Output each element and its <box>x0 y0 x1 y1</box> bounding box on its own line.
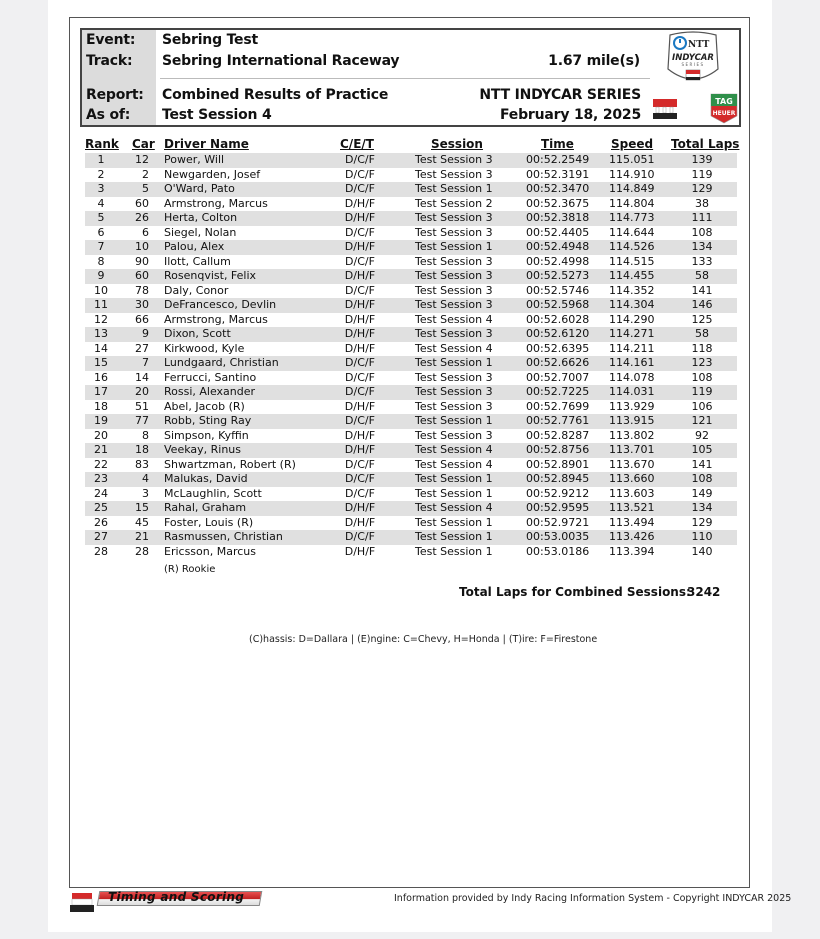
speed-cell: 114.078 <box>609 370 655 384</box>
car-cell: 8 <box>142 428 149 442</box>
total-laps-cell: 121 <box>691 414 713 427</box>
speed-cell: 114.644 <box>609 225 655 239</box>
car-cell: 51 <box>135 399 149 413</box>
driver-name-cell: Power, Will <box>164 153 225 166</box>
table-row <box>85 226 737 241</box>
session-cell: Test Session 3 <box>415 385 493 398</box>
rookie-note: (R) Rookie <box>164 564 216 575</box>
driver-name-cell: Robb, Sting Ray <box>164 414 252 427</box>
table-row <box>85 356 737 371</box>
rank-cell: 15 <box>94 356 108 369</box>
total-laps-cell: 105 <box>691 443 713 456</box>
total-laps-cell: 139 <box>691 153 713 166</box>
report-label: Report: <box>86 87 144 103</box>
session-cell: Test Session 1 <box>415 182 493 195</box>
asof-value: Test Session 4 <box>162 107 272 123</box>
time-cell: 00:52.3191 <box>526 167 590 181</box>
total-laps-cell: 149 <box>691 486 713 500</box>
table-row <box>85 240 737 255</box>
car-cell: 3 <box>142 486 149 500</box>
cet-cell: D/C/F <box>345 153 375 166</box>
time-cell: 00:52.8287 <box>526 428 590 442</box>
driver-name-cell: McLaughlin, Scott <box>164 486 262 500</box>
total-laps-cell: 134 <box>691 240 713 253</box>
total-laps-cell: 106 <box>691 399 713 413</box>
total-laps-cell: 108 <box>691 370 713 384</box>
session-cell: Test Session 1 <box>415 356 493 369</box>
rank-cell: 24 <box>94 486 108 500</box>
speed-cell: 113.660 <box>609 472 655 485</box>
ntt-indycar-logo <box>664 31 722 89</box>
time-cell: 00:52.9721 <box>526 515 590 529</box>
rank-cell: 6 <box>97 225 105 239</box>
table-row <box>85 327 737 342</box>
table-row <box>85 197 737 212</box>
car-cell: 2 <box>142 167 149 181</box>
rank-cell: 25 <box>94 501 108 514</box>
driver-name-cell: Shwartzman, Robert (R) <box>164 457 296 471</box>
speed-cell: 113.802 <box>609 428 655 442</box>
table-row <box>85 414 737 429</box>
car-cell: 26 <box>135 211 149 224</box>
car-cell: 9 <box>142 327 149 340</box>
session-cell: Test Session 3 <box>415 269 493 282</box>
time-cell: 00:52.8945 <box>526 472 590 485</box>
speed-cell: 114.031 <box>609 385 655 398</box>
driver-name-cell: Armstrong, Marcus <box>164 196 268 210</box>
total-laps-cell: 123 <box>691 356 713 369</box>
driver-name-cell: Ilott, Callum <box>164 254 231 268</box>
col-header-total-laps: Total Laps <box>671 137 740 151</box>
cet-cell: D/C/F <box>345 167 375 181</box>
total-laps-cell: 129 <box>691 515 713 529</box>
session-cell: Test Session 1 <box>415 472 493 485</box>
table-row <box>85 211 737 226</box>
svg-text:TAG: TAG <box>715 97 733 106</box>
event-value: Sebring Test <box>162 32 258 48</box>
session-cell: Test Session 2 <box>415 196 493 210</box>
table-row <box>85 269 737 284</box>
total-laps-cell: 118 <box>691 341 713 355</box>
time-cell: 00:52.6395 <box>526 341 590 355</box>
rank-cell: 1 <box>97 153 105 166</box>
speed-cell: 114.804 <box>609 196 655 210</box>
time-cell: 00:52.7699 <box>526 399 590 413</box>
time-cell: 00:52.7007 <box>526 370 590 384</box>
session-cell: Test Session 3 <box>415 399 493 413</box>
series-name: NTT INDYCAR SERIES <box>479 87 641 103</box>
table-row <box>85 153 737 168</box>
driver-name-cell: Palou, Alex <box>164 240 225 253</box>
car-cell: 90 <box>135 254 149 268</box>
results-rows <box>85 153 737 559</box>
speed-cell: 114.526 <box>609 240 655 253</box>
driver-name-cell: DeFrancesco, Devlin <box>164 298 277 311</box>
session-cell: Test Session 1 <box>415 544 493 558</box>
speed-cell: 114.271 <box>609 327 655 340</box>
speed-cell: 113.701 <box>609 443 655 456</box>
speed-cell: 114.211 <box>609 341 655 355</box>
driver-name-cell: Simpson, Kyffin <box>164 428 249 442</box>
report-value: Combined Results of Practice <box>162 87 389 103</box>
track-label: Track: <box>86 53 133 69</box>
total-laps-cell: 38 <box>695 196 709 210</box>
total-laps-cell: 133 <box>691 254 713 268</box>
rank-cell: 13 <box>94 327 108 340</box>
speed-cell: 113.603 <box>609 486 655 500</box>
session-cell: Test Session 4 <box>415 312 493 326</box>
car-cell: 60 <box>135 196 149 210</box>
speed-cell: 113.521 <box>609 501 655 514</box>
rank-cell: 23 <box>94 472 108 485</box>
speed-cell: 113.670 <box>609 457 655 471</box>
table-row <box>85 516 737 531</box>
table-row <box>85 545 737 560</box>
table-row <box>85 168 737 183</box>
time-cell: 00:52.6626 <box>526 356 590 369</box>
header-divider <box>160 78 650 79</box>
table-row <box>85 472 737 487</box>
driver-name-cell: Newgarden, Josef <box>164 167 261 181</box>
car-cell: 28 <box>135 544 149 558</box>
car-cell: 27 <box>135 341 149 355</box>
cet-cell: D/H/F <box>344 501 376 514</box>
driver-name-cell: Siegel, Nolan <box>164 225 237 239</box>
driver-name-cell: Ericsson, Marcus <box>164 544 256 558</box>
session-cell: Test Session 4 <box>415 443 493 456</box>
table-row <box>85 371 737 386</box>
col-header-driver: Driver Name <box>164 137 249 151</box>
session-cell: Test Session 3 <box>415 327 493 340</box>
rank-cell: 11 <box>94 298 108 311</box>
rank-cell: 7 <box>97 240 105 253</box>
total-laps-cell: 125 <box>691 312 713 326</box>
speed-cell: 114.773 <box>609 211 655 224</box>
total-laps-cell: 129 <box>691 182 713 195</box>
speed-cell: 113.915 <box>609 414 655 427</box>
driver-name-cell: Dixon, Scott <box>164 327 231 340</box>
total-laps-cell: 146 <box>691 298 713 311</box>
cet-cell: D/C/F <box>345 283 375 297</box>
copyright-info: Information provided by Indy Racing Information System - Copyright INDYCAR 2025 <box>394 893 792 904</box>
rank-cell: 3 <box>97 182 105 195</box>
speed-cell: 115.051 <box>609 153 655 166</box>
car-cell: 5 <box>142 182 149 195</box>
table-row <box>85 313 737 328</box>
time-cell: 00:52.6120 <box>526 327 590 340</box>
col-header-session: Session <box>431 137 483 151</box>
speed-cell: 113.426 <box>609 530 655 543</box>
driver-name-cell: Rosenqvist, Felix <box>164 269 257 282</box>
session-cell: Test Session 3 <box>415 211 493 224</box>
speed-cell: 114.352 <box>609 283 655 297</box>
session-cell: Test Session 4 <box>415 501 493 514</box>
track-value: Sebring International Raceway <box>162 53 400 69</box>
rank-cell: 17 <box>94 385 108 398</box>
cet-cell: D/C/F <box>345 457 375 471</box>
driver-name-cell: O'Ward, Pato <box>164 182 235 195</box>
cet-cell: D/H/F <box>344 399 376 413</box>
indycar-wing-logo <box>652 98 678 120</box>
total-laps-cell: 119 <box>691 385 713 398</box>
session-cell: Test Session 1 <box>415 486 493 500</box>
table-row <box>85 501 737 516</box>
table-row <box>85 429 737 444</box>
time-cell: 00:53.0186 <box>526 544 590 558</box>
cet-cell: D/H/F <box>344 269 376 282</box>
col-header-speed: Speed <box>611 137 654 151</box>
time-cell: 00:52.9212 <box>526 486 590 500</box>
session-cell: Test Session 3 <box>415 254 493 268</box>
rank-cell: 18 <box>94 399 108 413</box>
cet-cell: D/H/F <box>344 211 376 224</box>
rank-cell: 9 <box>97 269 105 282</box>
driver-name-cell: Kirkwood, Kyle <box>164 341 245 355</box>
speed-cell: 113.394 <box>609 544 655 558</box>
driver-name-cell: Abel, Jacob (R) <box>164 399 245 413</box>
total-laps-cell: 111 <box>691 211 713 224</box>
driver-name-cell: Daly, Conor <box>164 283 229 297</box>
col-header-car: Car <box>132 137 155 151</box>
rank-cell: 16 <box>94 370 108 384</box>
total-laps-cell: 141 <box>691 283 713 297</box>
total-laps-label: Total Laps for Combined Sessions: <box>459 585 691 599</box>
cet-cell: D/C/F <box>345 530 375 543</box>
session-cell: Test Session 3 <box>415 225 493 239</box>
driver-name-cell: Rasmussen, Christian <box>164 530 283 543</box>
table-row <box>85 443 737 458</box>
cet-cell: D/C/F <box>345 385 375 398</box>
rank-cell: 2 <box>97 167 105 181</box>
car-cell: 60 <box>135 269 149 282</box>
session-cell: Test Session 3 <box>415 298 493 311</box>
results-page <box>48 0 792 932</box>
tag-heuer-logo <box>709 92 739 124</box>
driver-name-cell: Rahal, Graham <box>164 501 247 514</box>
car-cell: 83 <box>135 457 149 471</box>
car-cell: 15 <box>135 501 149 514</box>
table-row <box>85 487 737 502</box>
svg-text:HEUER: HEUER <box>712 110 736 117</box>
total-laps-cell: 134 <box>691 501 713 514</box>
car-cell: 78 <box>135 283 149 297</box>
car-cell: 77 <box>135 414 149 427</box>
car-cell: 66 <box>135 312 149 326</box>
svg-text:SERIES: SERIES <box>681 62 705 67</box>
cet-cell: D/H/F <box>344 312 376 326</box>
speed-cell: 114.304 <box>609 298 655 311</box>
rank-cell: 4 <box>97 196 105 210</box>
session-cell: Test Session 3 <box>415 167 493 181</box>
cet-legend: (C)hassis: D=Dallara | (E)ngine: C=Chevy, H=Honda | (T)ire: F=Firestone <box>249 634 598 645</box>
time-cell: 00:52.5273 <box>526 269 590 282</box>
speed-cell: 114.290 <box>609 312 655 326</box>
report-date: February 18, 2025 <box>500 107 641 123</box>
driver-name-cell: Rossi, Alexander <box>164 385 256 398</box>
speed-cell: 114.910 <box>609 167 655 181</box>
cet-cell: D/H/F <box>344 515 376 529</box>
total-laps-cell: 141 <box>691 457 713 471</box>
total-laps-cell: 108 <box>691 225 713 239</box>
car-cell: 6 <box>142 225 149 239</box>
time-cell: 00:52.7761 <box>526 414 590 427</box>
time-cell: 00:52.5968 <box>526 298 590 311</box>
rank-cell: 20 <box>94 428 108 442</box>
car-cell: 7 <box>142 356 149 369</box>
table-row <box>85 342 737 357</box>
table-row <box>85 530 737 545</box>
cet-cell: D/C/F <box>345 254 375 268</box>
cet-cell: D/C/F <box>345 225 375 239</box>
time-cell: 00:53.0035 <box>526 530 590 543</box>
table-row <box>85 400 737 415</box>
svg-text:NTT: NTT <box>688 40 710 50</box>
rank-cell: 14 <box>94 341 108 355</box>
speed-cell: 114.849 <box>609 182 655 195</box>
cet-cell: D/H/F <box>344 240 376 253</box>
rank-cell: 12 <box>94 312 108 326</box>
car-cell: 12 <box>135 153 149 166</box>
time-cell: 00:52.3675 <box>526 196 590 210</box>
car-cell: 14 <box>135 370 149 384</box>
session-cell: Test Session 1 <box>415 414 493 427</box>
car-cell: 30 <box>135 298 149 311</box>
rank-cell: 21 <box>94 443 108 456</box>
svg-text:INDYCAR: INDYCAR <box>672 53 714 63</box>
total-laps-cell: 92 <box>695 428 709 442</box>
cet-cell: D/C/F <box>345 370 375 384</box>
table-row <box>85 385 737 400</box>
session-cell: Test Session 1 <box>415 240 493 253</box>
time-cell: 00:52.3818 <box>526 211 590 224</box>
session-cell: Test Session 3 <box>415 153 493 166</box>
table-row <box>85 458 737 473</box>
car-cell: 18 <box>135 443 149 456</box>
driver-name-cell: Lundgaard, Christian <box>164 356 279 369</box>
session-cell: Test Session 4 <box>415 341 493 355</box>
time-cell: 00:52.7225 <box>526 385 590 398</box>
track-length: 1.67 mile(s) <box>548 53 640 69</box>
table-row <box>85 284 737 299</box>
cet-cell: D/C/F <box>345 356 375 369</box>
rank-cell: 28 <box>94 544 108 558</box>
rank-cell: 10 <box>94 283 108 297</box>
rank-cell: 22 <box>94 457 108 471</box>
time-cell: 00:52.9595 <box>526 501 590 514</box>
rank-cell: 26 <box>94 515 108 529</box>
col-header-time: Time <box>541 137 574 151</box>
car-cell: 45 <box>135 515 149 529</box>
total-laps-cell: 58 <box>695 269 709 282</box>
cet-cell: D/H/F <box>344 298 376 311</box>
rank-cell: 8 <box>97 254 105 268</box>
car-cell: 10 <box>135 240 149 253</box>
cet-cell: D/H/F <box>344 443 376 456</box>
rank-cell: 5 <box>97 211 105 224</box>
session-cell: Test Session 1 <box>415 530 493 543</box>
cet-cell: D/H/F <box>344 428 376 442</box>
speed-cell: 114.515 <box>609 254 655 268</box>
table-row <box>85 182 737 197</box>
time-cell: 00:52.8756 <box>526 443 590 456</box>
timing-scoring-text: Timing and Scoring <box>108 890 245 904</box>
speed-cell: 113.494 <box>609 515 655 529</box>
time-cell: 00:52.8901 <box>526 457 590 471</box>
cet-cell: D/H/F <box>344 196 376 210</box>
time-cell: 00:52.3470 <box>526 182 590 195</box>
time-cell: 00:52.6028 <box>526 312 590 326</box>
speed-cell: 114.455 <box>609 269 655 282</box>
car-cell: 20 <box>135 385 149 398</box>
session-cell: Test Session 4 <box>415 457 493 471</box>
session-cell: Test Session 1 <box>415 515 493 529</box>
time-cell: 00:52.4405 <box>526 225 590 239</box>
cet-cell: D/C/F <box>345 472 375 485</box>
driver-name-cell: Herta, Colton <box>164 211 238 224</box>
car-cell: 21 <box>135 530 149 543</box>
rank-cell: 27 <box>94 530 108 543</box>
driver-name-cell: Armstrong, Marcus <box>164 312 268 326</box>
asof-label: As of: <box>86 107 131 123</box>
report-header <box>80 28 741 127</box>
timing-scoring-logo <box>70 890 262 912</box>
total-laps-cell: 58 <box>695 327 709 340</box>
time-cell: 00:52.2549 <box>526 153 590 166</box>
cet-cell: D/H/F <box>344 341 376 355</box>
col-header-cet: C/E/T <box>340 137 374 151</box>
col-header-rank: Rank <box>85 137 119 151</box>
driver-name-cell: Foster, Louis (R) <box>164 515 254 529</box>
car-cell: 4 <box>142 472 149 485</box>
total-laps-cell: 108 <box>691 472 713 485</box>
cet-cell: D/C/F <box>345 414 375 427</box>
session-cell: Test Session 3 <box>415 428 493 442</box>
speed-cell: 114.161 <box>609 356 655 369</box>
total-laps-cell: 119 <box>691 167 713 181</box>
cet-cell: D/C/F <box>345 486 375 500</box>
total-laps-value: 3242 <box>687 585 721 599</box>
cet-cell: D/C/F <box>345 182 375 195</box>
event-label: Event: <box>86 32 136 48</box>
session-cell: Test Session 3 <box>415 283 493 297</box>
speed-cell: 113.929 <box>609 399 655 413</box>
cet-cell: D/H/F <box>344 544 376 558</box>
total-laps-cell: 110 <box>691 530 713 543</box>
rank-cell: 19 <box>94 414 108 427</box>
cet-cell: D/H/F <box>344 327 376 340</box>
driver-name-cell: Ferrucci, Santino <box>164 370 257 384</box>
time-cell: 00:52.4998 <box>526 254 590 268</box>
table-row <box>85 298 737 313</box>
indycar-flag-icon <box>70 890 100 914</box>
time-cell: 00:52.4948 <box>526 240 590 253</box>
session-cell: Test Session 3 <box>415 370 493 384</box>
time-cell: 00:52.5746 <box>526 283 590 297</box>
table-row <box>85 255 737 270</box>
total-laps-cell: 140 <box>691 544 713 558</box>
driver-name-cell: Veekay, Rinus <box>164 443 241 456</box>
driver-name-cell: Malukas, David <box>164 472 248 485</box>
